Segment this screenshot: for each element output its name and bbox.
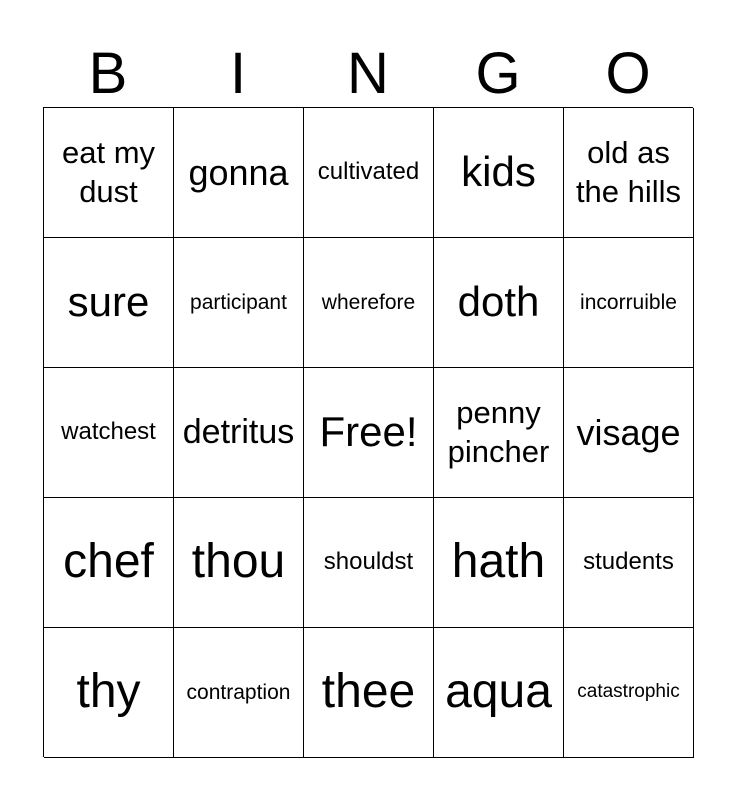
bingo-cell[interactable] (44, 368, 174, 498)
header-letter-g: G (475, 41, 521, 106)
bingo-cell[interactable] (434, 368, 564, 498)
bingo-cell[interactable] (174, 108, 304, 238)
bingo-cell-text: catastrophic (577, 681, 680, 703)
bingo-header (43, 42, 693, 106)
bingo-cell-text: wherefore (321, 290, 416, 314)
bingo-cell[interactable] (564, 238, 694, 368)
bingo-cell-text: kids (461, 148, 536, 196)
bingo-cell-text: students (583, 548, 674, 576)
bingo-cell[interactable] (564, 498, 694, 628)
bingo-cell[interactable] (44, 498, 174, 628)
bingo-cell-text: gonna (188, 151, 289, 193)
bingo-cell-text: doth (457, 278, 540, 326)
bingo-cell[interactable] (564, 108, 694, 238)
bingo-cell[interactable] (304, 238, 434, 368)
bingo-cell[interactable] (44, 108, 174, 238)
header-letter-i: I (229, 41, 247, 106)
bingo-cell[interactable] (174, 368, 304, 498)
bingo-cell-text: thy (76, 665, 141, 719)
bingo-cell-text: shouldst (323, 548, 414, 576)
bingo-cell[interactable] (174, 498, 304, 628)
bingo-cell-text: detritus (182, 413, 295, 452)
header-letter-o: O (605, 41, 651, 106)
bingo-cell-text: participant (190, 290, 287, 314)
bingo-cell-text: penny pincher (447, 394, 550, 469)
bingo-cell[interactable] (434, 498, 564, 628)
bingo-cell[interactable] (564, 368, 694, 498)
bingo-cell[interactable] (44, 238, 174, 368)
bingo-cell[interactable] (434, 108, 564, 238)
bingo-cell-text: visage (576, 411, 681, 453)
bingo-cell[interactable] (564, 628, 694, 758)
header-letter-b: B (88, 41, 128, 106)
bingo-cell[interactable] (174, 238, 304, 368)
bingo-cell[interactable] (304, 498, 434, 628)
bingo-cell-free[interactable] (304, 368, 434, 498)
bingo-cell[interactable] (434, 238, 564, 368)
bingo-cell-text: contraption (186, 680, 291, 704)
bingo-cell-text: eat my dust (61, 134, 156, 209)
bingo-cell-text: aqua (445, 665, 552, 719)
free-space-text: Free! (319, 408, 418, 456)
bingo-cell-text: watchest (61, 418, 156, 446)
bingo-cell[interactable] (304, 108, 434, 238)
bingo-cell[interactable] (44, 628, 174, 758)
bingo-cell[interactable] (174, 628, 304, 758)
bingo-cell-text: thou (191, 535, 286, 589)
bingo-cell-text: old as the hills (575, 134, 682, 209)
bingo-cell-text: thee (321, 665, 416, 719)
bingo-cell-text: hath (451, 535, 546, 589)
bingo-cell-text: cultivated (317, 158, 420, 186)
bingo-cell-text: incorruible (580, 290, 677, 314)
bingo-cell-text: sure (67, 278, 150, 326)
bingo-cell[interactable] (304, 628, 434, 758)
header-letter-n: N (347, 41, 389, 106)
bingo-cell[interactable] (434, 628, 564, 758)
bingo-board (43, 107, 693, 757)
bingo-cell-text: chef (63, 535, 154, 589)
